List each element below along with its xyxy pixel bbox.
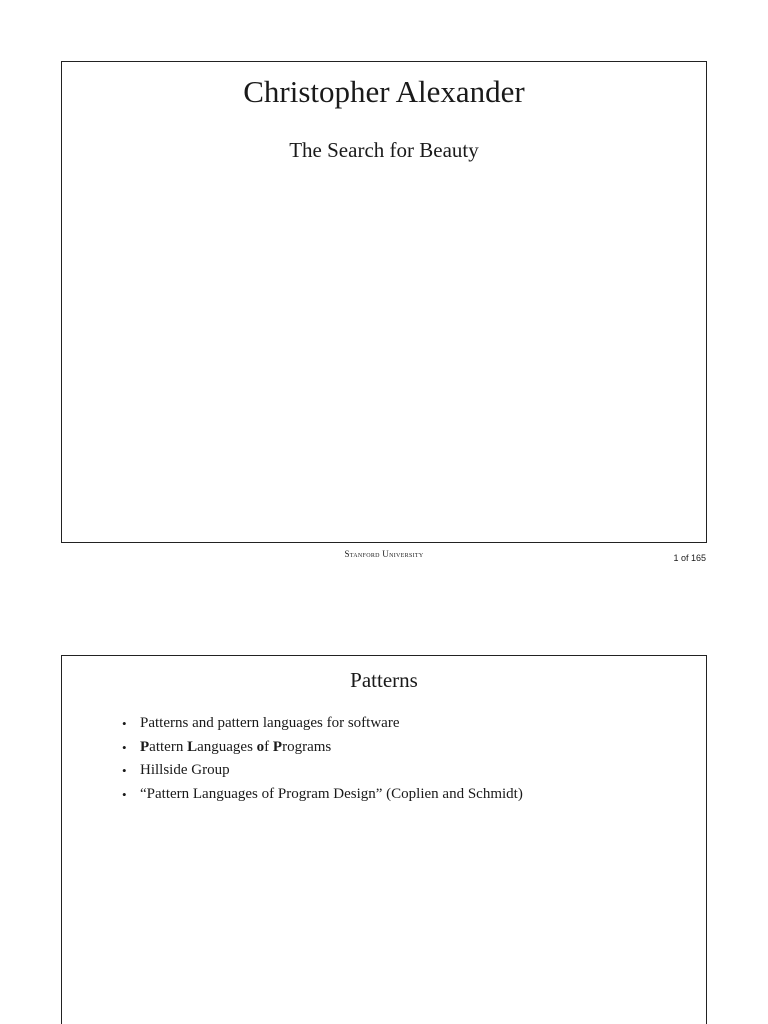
slide-title: Patterns (350, 668, 418, 692)
bullet-icon: • (122, 716, 127, 731)
footer-institution: Stanford University (344, 549, 424, 559)
slide-title: Christopher Alexander (243, 74, 525, 109)
page-indicator: 1 of 165 (673, 553, 706, 563)
bullet-list (122, 712, 523, 806)
bullet-text-part: rograms (282, 738, 332, 755)
bullet-icon: • (122, 739, 127, 755)
list-item (122, 783, 523, 807)
bullet-text-bold: P (272, 738, 283, 755)
bullet-text-bold: L (187, 738, 198, 755)
bullet-icon: • (122, 763, 127, 778)
bullet-text-part: f (264, 738, 273, 755)
bullet-text: Patterns and pattern languages for software (140, 715, 400, 731)
bullet-text: Hillside Group (140, 762, 230, 778)
slide-subtitle: The Search for Beauty (289, 138, 479, 162)
list-item (122, 759, 523, 783)
list-item (122, 712, 523, 736)
bullet-icon: • (122, 786, 127, 802)
bullet-text-bold: P (140, 738, 150, 755)
bullet-text-part: anguages (197, 738, 257, 755)
bullet-text-part: attern (149, 738, 188, 755)
slide-patterns (61, 655, 707, 1024)
bullet-text: “Pattern Languages of Program Design” (Coplien and Schmidt) (140, 785, 523, 802)
bullet-text (140, 739, 331, 755)
slide-title-page (61, 61, 707, 543)
bullet-text-bold: o (256, 738, 265, 755)
list-item (122, 736, 523, 760)
